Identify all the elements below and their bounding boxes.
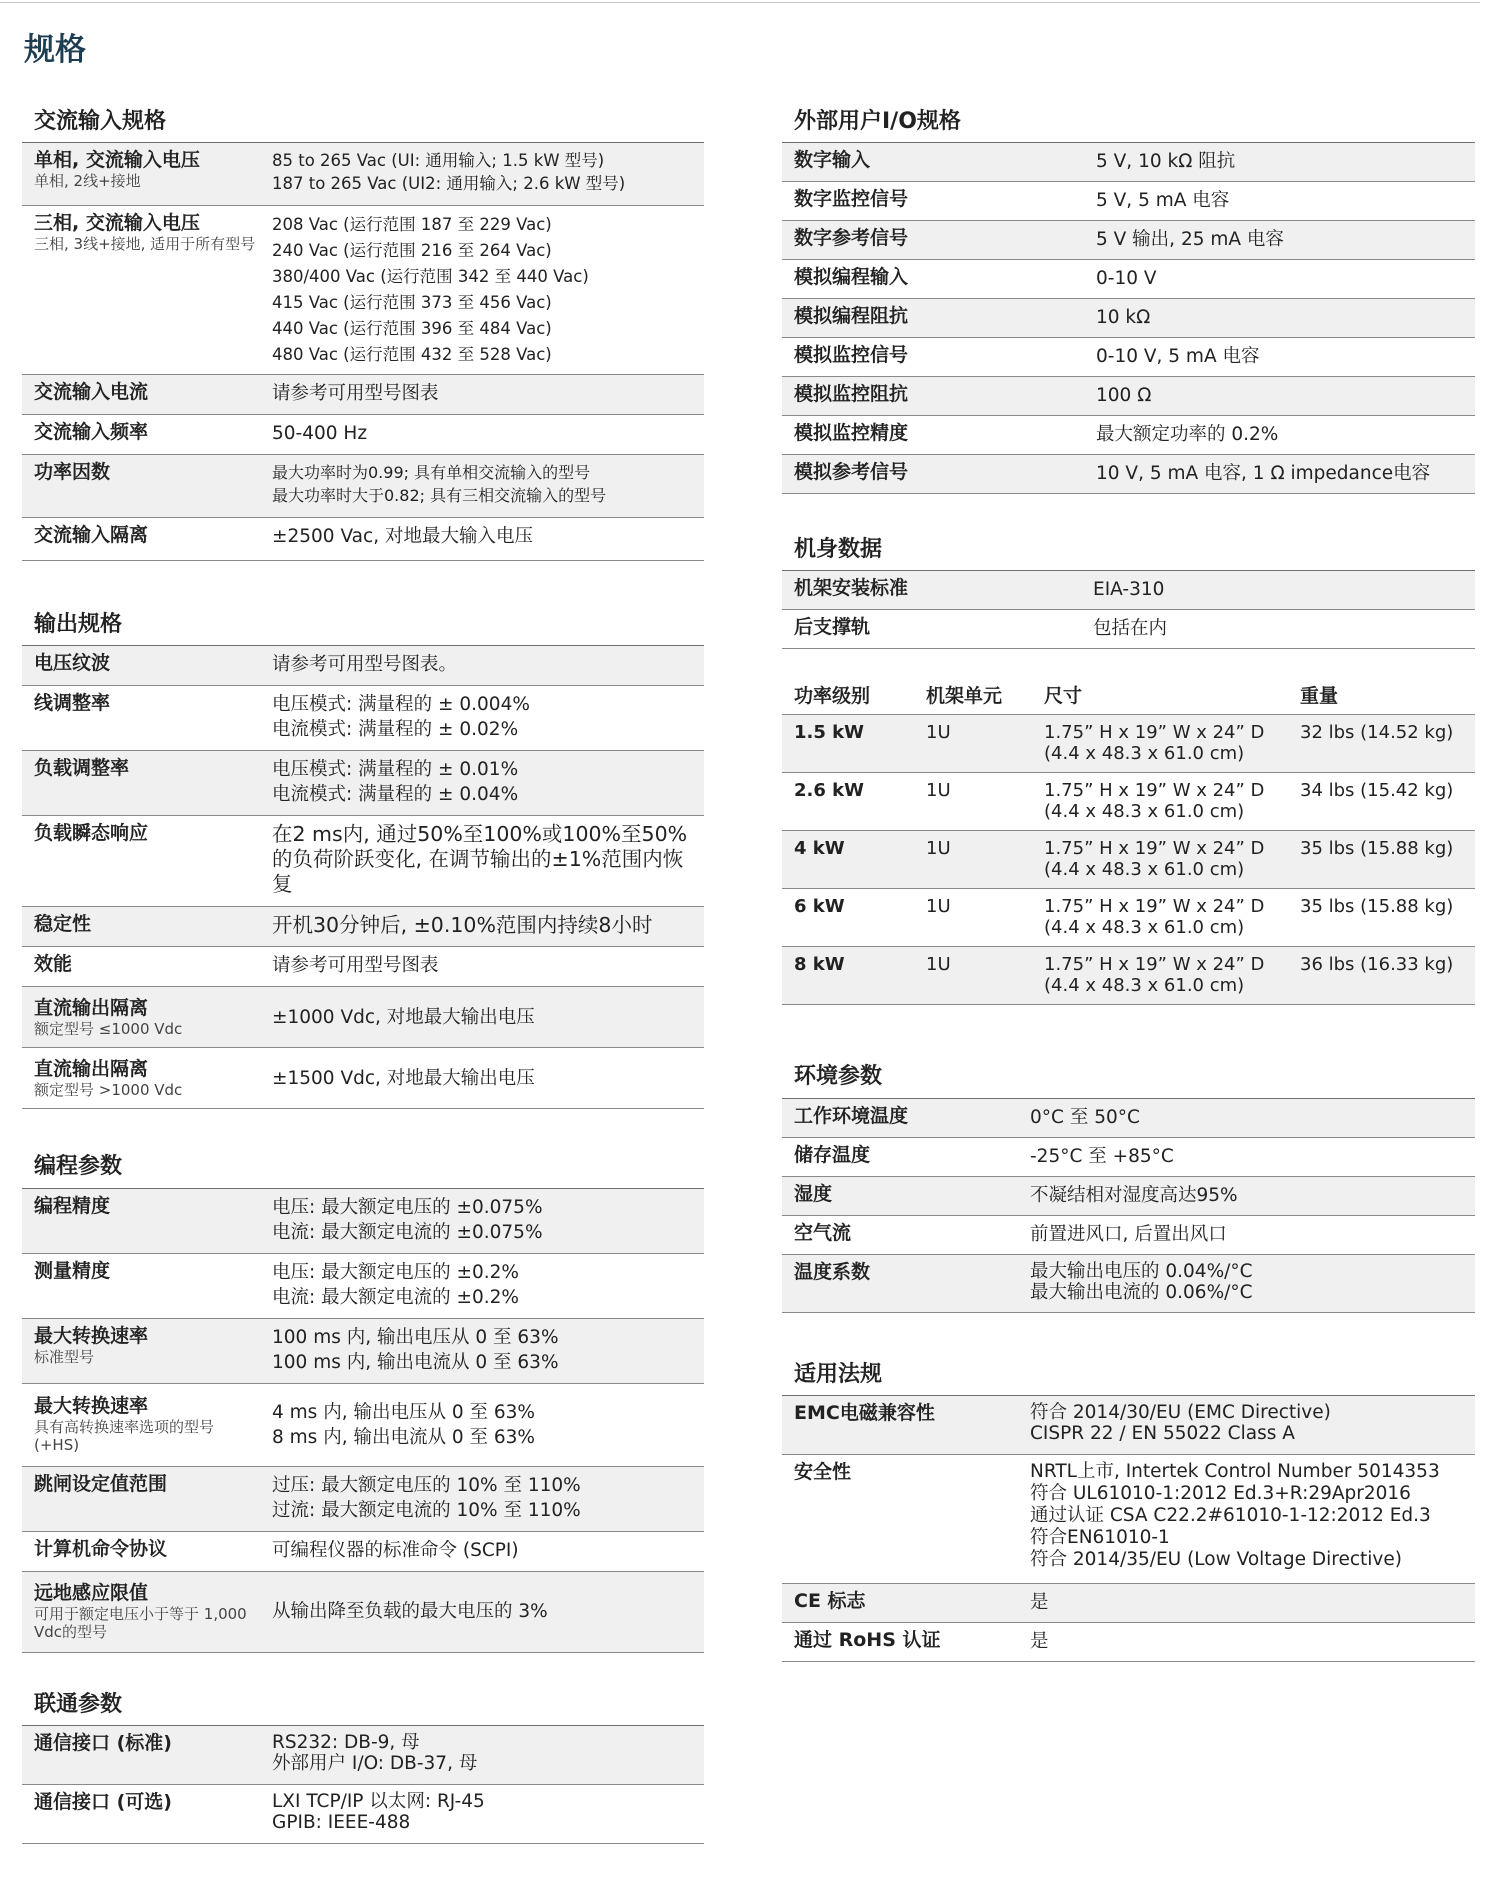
rack-cell: 1U [926,896,951,918]
spec-row [782,221,1475,260]
spec-label: 模拟监控精度 [794,422,909,445]
spec-row [22,415,704,455]
spec-label-cell [782,260,1090,295]
spec-label: 模拟编程输入 [794,266,909,289]
spec-row [782,1396,1475,1455]
spec-value: RS232: DB-9, 母 外部用户 I/O: DB-37, 母 [272,1731,478,1774]
spec-label: 稳定性 [34,913,92,936]
spec-value: 0-10 V, 5 mA 电容 [1096,346,1260,368]
spec-label: 跳闸设定值范围 [34,1472,168,1495]
power-table [782,675,1475,1005]
section-title: 外部用户I/O规格 [782,110,1475,143]
spec-label: 湿度 [794,1182,833,1205]
spec-label: 交流输入电流 [34,381,149,404]
spec-label-cell [22,1726,266,1761]
spec-row [22,1384,704,1467]
spec-value: 5 V 输出, 25 mA 电容 [1096,229,1284,251]
spec-row [22,686,704,751]
spec-value: 0-10 V [1096,268,1157,290]
spec-label-cell [22,1785,266,1820]
spec-row [782,610,1475,649]
spec-label: 负载调整率 [34,757,130,780]
spec-label-cell [22,455,266,490]
spec-row [782,416,1475,455]
spec-label: 安全性 [794,1460,852,1483]
spec-value: 可编程仪器的标准命令 (SCPI) [272,1539,519,1561]
spec-value: 最大额定功率的 0.2% [1096,424,1279,446]
spec-label-cell [782,1099,1024,1134]
spec-label: 单相, 交流输入电压 [34,149,200,172]
spec-row [782,338,1475,377]
spec-label: 数字输入 [794,149,871,172]
spec-value: 电压模式: 满量程的 ± 0.004% 电流模式: 满量程的 ± 0.02% [272,694,530,741]
spec-row [782,571,1475,610]
section-title: 编程参数 [22,1155,704,1188]
env-section [782,1065,1475,1312]
rack-cell: 1U [926,954,951,976]
spec-row [782,1623,1475,1662]
spec-row [782,260,1475,299]
spec-value: ±1000 Vdc, 对地最大输出电压 [272,1006,535,1028]
page-title: 规格 [24,32,86,68]
size-cell: 1.75” H x 19” W x 24” D (4.4 x 48.3 x 61.0 cm) [1044,780,1265,823]
spec-label-cell [22,1389,266,1460]
spec-row [22,1726,704,1785]
spec-label: 最大转换速率 [34,1395,149,1418]
io-section [782,110,1475,494]
spec-label: 储存温度 [794,1143,871,1166]
spec-value: 电压: 最大额定电压的 ±0.2% 电流: 最大额定电流的 ±0.2% [272,1261,519,1308]
section-title: 联通参数 [22,1693,704,1726]
spec-label: 交流输入频率 [34,421,149,444]
spec-label: 计算机命令协议 [34,1537,168,1560]
spec-value: 请参考可用型号图表。 [272,654,458,676]
power-cell: 8 kW [794,954,845,976]
power-cell: 1.5 kW [794,722,864,744]
spec-sublabel: 可用于额定电压小于等于 1,000 Vdc的型号 [34,1605,247,1642]
spec-value: 5 V, 10 kΩ 阻抗 [1096,151,1236,173]
size-cell: 1.75” H x 19” W x 24” D (4.4 x 48.3 x 61.0 cm) [1044,954,1265,997]
spec-label: 编程精度 [34,1194,111,1217]
spec-label: 后支撑轨 [794,616,871,639]
spec-value: 最大输出电压的 0.04%/°C 最大输出电流的 0.06%/°C [1030,1260,1253,1303]
spec-label: 功率因数 [34,461,111,484]
spec-label-cell [782,1455,1024,1490]
spec-row [782,1584,1475,1623]
spec-value: 电压: 最大额定电压的 ±0.075% 电流: 最大额定电流的 ±0.075% [272,1196,543,1243]
spec-value: 208 Vac (运行范围 187 至 229 Vac) 240 Vac (运行范围 216 至 264 Vac) 380/400 Vac (运行范围 342 至 440 Vac) 415 Vac (运行范围 373 至 456 Vac) 440 Vac (运行范围 396 至 484 Vac) 480 Vac (运行范围 432 至 528 Vac) [272,215,589,365]
spec-value: 10 kΩ [1096,307,1151,329]
spec-row [22,1532,704,1572]
spec-label-cell [22,646,266,681]
spec-label-cell [782,1584,1024,1619]
spec-label: 三相, 交流输入电压 [34,212,200,235]
spec-value: EIA-310 [1093,579,1165,601]
spec-label: 通过 RoHS 认证 [794,1628,941,1651]
spec-row [22,143,704,206]
spec-sublabel: 标准型号 [34,1347,95,1366]
spec-value: 4 ms 内, 输出电压从 0 至 63% 8 ms 内, 输出电流从 0 至 63% [272,1401,535,1448]
spec-label-cell [22,1319,266,1372]
spec-row [782,1216,1475,1255]
spec-sublabel: 额定型号 ≤1000 Vdc [34,1019,183,1038]
spec-value: 在2 ms内, 通过50%至100%或100%至50%的负荷阶跃变化, 在调节输出的±1%范围内恢复 [272,822,688,897]
spec-value: ±2500 Vac, 对地最大输入电压 [272,526,533,548]
spec-label: CE 标志 [794,1589,866,1612]
column-header: 功率级别 [794,685,871,708]
spec-label-cell [22,1052,266,1105]
power-cell: 4 kW [794,838,845,860]
power-cell: 6 kW [794,896,845,918]
table-row [782,889,1475,947]
spec-label: 远地感应限值 [34,1582,149,1605]
spec-value: 最大功率时为0.99; 具有单相交流输入的型号 最大功率时大于0.82; 具有三相交流输入的型号 [272,463,607,506]
spec-value: 5 V, 5 mA 电容 [1096,190,1230,212]
table-row [782,715,1475,773]
weight-cell: 34 lbs (15.42 kg) [1300,780,1454,802]
spec-row [22,1189,704,1254]
spec-sublabel: 额定型号 >1000 Vdc [34,1080,183,1099]
spec-label-cell [22,415,266,450]
top-rule [0,2,1480,3]
spec-row [22,1785,704,1844]
spec-label: 工作环境温度 [794,1104,909,1127]
spec-row [782,1138,1475,1177]
spec-value: 100 ms 内, 输出电压从 0 至 63% 100 ms 内, 输出电流从 0 至 63% [272,1326,559,1373]
comms-section [22,1693,704,1844]
size-cell: 1.75” H x 19” W x 24” D (4.4 x 48.3 x 61.0 cm) [1044,838,1265,881]
spec-row [22,816,704,907]
spec-label-cell [22,686,266,721]
spec-row [22,907,704,947]
spec-label-cell [22,1189,266,1224]
ac-input-section [22,110,704,561]
spec-label: 电压纹波 [34,652,111,675]
spec-value: LXI TCP/IP 以太网: RJ-45 GPIB: IEEE-488 [272,1790,485,1833]
weight-cell: 36 lbs (16.33 kg) [1300,954,1454,976]
spec-row [22,1254,704,1319]
size-cell: 1.75” H x 19” W x 24” D (4.4 x 48.3 x 61.0 cm) [1044,896,1265,939]
spec-label: 数字参考信号 [794,227,909,250]
spec-label-cell [782,143,1090,178]
spec-label: 模拟参考信号 [794,461,909,484]
spec-label: 模拟监控信号 [794,344,909,367]
spec-sublabel: 三相, 3线+接地, 适用于所有型号 [34,235,256,254]
spec-label: 交流输入隔离 [34,524,149,547]
spec-row [22,518,704,561]
spec-value: 从输出降至负载的最大电压的 3% [272,1601,548,1623]
spec-value: 0°C 至 50°C [1030,1106,1140,1128]
spec-value: 是 [1030,1591,1049,1613]
table-row [782,773,1475,831]
spec-row [22,1048,704,1109]
column-header: 尺寸 [1044,685,1083,708]
spec-label: 线调整率 [34,692,111,715]
spec-label-cell [782,182,1090,217]
spec-value: 不凝结相对湿度高达95% [1030,1184,1238,1206]
section-title: 环境参数 [782,1065,1475,1098]
spec-label: 温度系数 [794,1260,871,1283]
spec-value: 85 to 265 Vac (UI: 通用输入; 1.5 kW 型号) 187 to 265 Vac (UI2: 通用输入; 2.6 kW 型号) [272,151,626,194]
weight-cell: 32 lbs (14.52 kg) [1300,722,1454,744]
spec-value: 50-400 Hz [272,423,368,445]
spec-sublabel: 单相, 2线+接地 [34,172,141,191]
spec-value: 电压模式: 满量程的 ± 0.01% 电流模式: 满量程的 ± 0.04% [272,759,519,806]
spec-label-cell [782,377,1090,412]
spec-label-cell [22,947,266,982]
spec-value: 过压: 最大额定电压的 10% 至 110% 过流: 最大额定电流的 10% 至 110% [272,1474,581,1521]
spec-label-cell [782,1396,1024,1431]
spec-label-cell [22,1532,266,1567]
spec-value: 前置进风口, 后置出风口 [1030,1223,1227,1245]
spec-label-cell [782,1623,1024,1658]
spec-label: 直流输出隔离 [34,1057,149,1080]
section-title: 机身数据 [782,538,1475,571]
spec-label-cell [22,143,266,196]
spec-label-cell [782,221,1090,256]
spec-value: -25°C 至 +85°C [1030,1145,1174,1167]
spec-value: 开机30分钟后, ±0.10%范围内持续8小时 [272,913,653,938]
spec-label: 数字监控信号 [794,188,909,211]
spec-label: 模拟编程阻抗 [794,305,909,328]
spec-label: 机架安装标准 [794,577,909,600]
spec-row [22,206,704,375]
spec-label-cell [782,1138,1024,1173]
spec-label: 通信接口 (标准) [34,1731,172,1754]
spec-value: ±1500 Vdc, 对地最大输出电压 [272,1067,535,1089]
spec-value: 请参考可用型号图表 [272,955,439,977]
spec-label-cell [22,206,266,259]
spec-value: 10 V, 5 mA 电容, 1 Ω impedance电容 [1096,463,1431,485]
table-row [782,831,1475,889]
spec-row [22,1467,704,1532]
spec-label-cell [782,571,1087,606]
weight-cell: 35 lbs (15.88 kg) [1300,896,1454,918]
column-header: 重量 [1300,685,1339,708]
column-header: 机架单元 [926,685,1003,708]
spec-label: 负载瞬态响应 [34,822,149,845]
spec-label: 直流输出隔离 [34,996,149,1019]
spec-label-cell [782,1177,1024,1212]
left-column [22,110,704,1844]
table-row [782,947,1475,1005]
rack-cell: 1U [926,722,951,744]
spec-value: NRTL上市, Intertek Control Number 5014353 符合 UL61010-1:2012 Ed.3+R:29Apr2016 通过认证 CSA C22.2#61010-1-12:2012 Ed.3 符合EN61010-1 符合 2014/35/EU (Low Voltage Directive) [1030,1460,1440,1570]
section-title: 适用法规 [782,1363,1475,1396]
spec-row [782,1099,1475,1138]
spec-row [782,1177,1475,1216]
spec-label-cell [22,1576,266,1647]
body-section [782,538,1475,649]
section-title: 输出规格 [22,613,704,646]
spec-row [782,182,1475,221]
spec-row [22,646,704,686]
spec-row [22,1572,704,1653]
spec-row [782,143,1475,182]
spec-label-cell [782,610,1087,645]
spec-label-cell [782,416,1090,451]
spec-value: 包括在内 [1093,618,1168,640]
spec-value: 请参考可用型号图表 [272,383,439,405]
spec-row [22,751,704,816]
spec-label: 空气流 [794,1221,852,1244]
spec-label: EMC电磁兼容性 [794,1401,935,1424]
spec-label: 测量精度 [34,1259,111,1282]
section-title: 交流输入规格 [22,110,704,143]
spec-row [782,377,1475,416]
spec-value: 符合 2014/30/EU (EMC Directive) CISPR 22 / EN 55022 Class A [1030,1401,1331,1444]
spec-row [22,375,704,415]
rack-cell: 1U [926,780,951,802]
output-section [22,613,704,1109]
weight-cell: 35 lbs (15.88 kg) [1300,838,1454,860]
reg-section [782,1363,1475,1662]
spec-label-cell [782,455,1090,490]
spec-label-cell [22,1467,266,1502]
spec-row [22,987,704,1048]
programming-section [22,1155,704,1652]
spec-label-cell [22,375,266,410]
spec-row [22,455,704,518]
spec-label-cell [782,1255,1024,1290]
spec-label: 最大转换速率 [34,1324,149,1347]
spec-value: 是 [1030,1630,1049,1652]
spec-sublabel: 具有高转换速率选项的型号 (+HS) [34,1418,215,1455]
spec-label-cell [22,1254,266,1289]
spec-row [22,947,704,987]
spec-row [782,299,1475,338]
spec-label-cell [22,816,266,851]
spec-label: 模拟监控阻抗 [794,383,909,406]
spec-label-cell [22,907,266,942]
size-cell: 1.75” H x 19” W x 24” D (4.4 x 48.3 x 61.0 cm) [1044,722,1265,765]
spec-label-cell [782,299,1090,334]
spec-row [782,1455,1475,1584]
right-column [782,110,1475,1662]
power-cell: 2.6 kW [794,780,864,802]
spec-label-cell [22,751,266,786]
spec-label-cell [22,991,266,1044]
spec-label-cell [22,518,266,553]
spec-row [782,1255,1475,1313]
table-header [782,675,1475,715]
spec-label-cell [782,338,1090,373]
spec-label: 通信接口 (可选) [34,1790,172,1813]
spec-label-cell [782,1216,1024,1251]
spec-value: 100 Ω [1096,385,1152,407]
rack-cell: 1U [926,838,951,860]
spec-row [782,455,1475,494]
spec-row [22,1319,704,1384]
spec-label: 效能 [34,953,73,976]
